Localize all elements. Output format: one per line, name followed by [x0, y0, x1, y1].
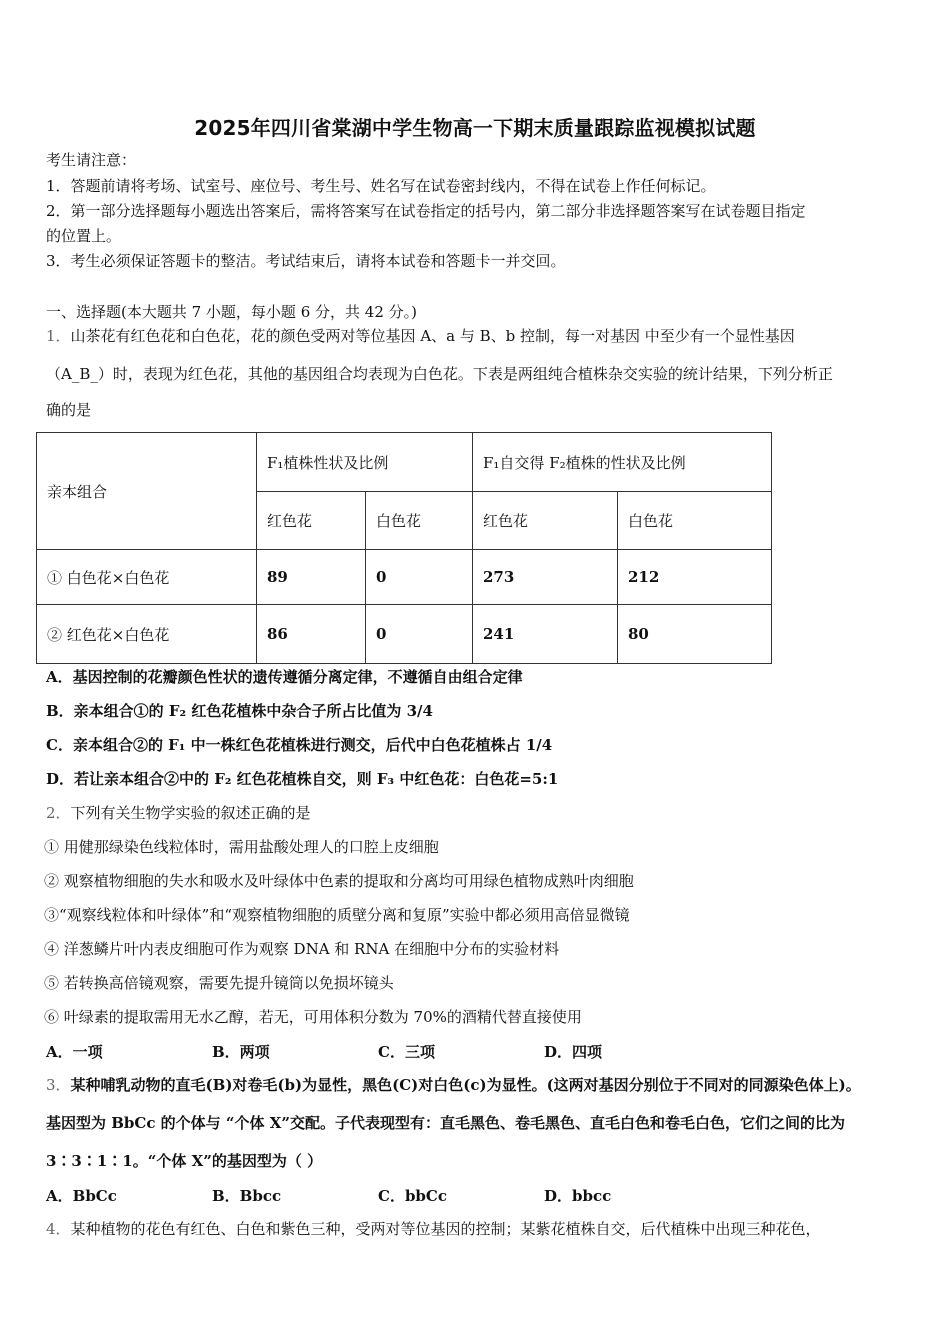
table-cell-label: ① 白色花×白色花: [37, 550, 257, 605]
statement-item: ③“观察线粒体和叶绿体”和“观察植物细胞的质壁分离和复原”实验中都必须用高倍显微镜: [44, 906, 630, 924]
option-c[interactable]: C．bbCc: [378, 1187, 447, 1205]
question-2-options: [46, 1041, 710, 1062]
question-3-line: [46, 1075, 861, 1095]
question-number: 2．: [46, 804, 71, 822]
page-title: 2025年四川省棠湖中学生物高一下期末质量跟踪监视模拟试题: [194, 116, 756, 140]
question-text: 下列有关生物学实验的叙述正确的是: [70, 804, 311, 822]
option-a[interactable]: A．BbCc: [46, 1187, 117, 1205]
question-3-options: [46, 1185, 710, 1206]
table-subheader: 红色花: [473, 492, 618, 550]
table-header-parent: 亲本组合: [37, 433, 257, 550]
option-b[interactable]: B．两项: [212, 1043, 270, 1061]
option-b[interactable]: B．Bbcc: [212, 1187, 282, 1205]
table-cell: 89: [257, 550, 366, 605]
notice-item: 1．答题前请将考场、试室号、座位号、考生号、姓名写在试卷密封线内，不得在试卷上作任何标记。: [46, 177, 716, 195]
notice-item: 2．第一部分选择题每小题选出答案后，需将答案写在试卷指定的括号内，第二部分非选择题答案写在试卷题目指定: [46, 202, 806, 220]
option-d[interactable]: D．四项: [544, 1043, 603, 1061]
section-heading: 一、选择题(本大题共 7 小题，每小题 6 分，共 42 分。): [46, 303, 417, 321]
option-b[interactable]: B．亲本组合①的 F₂ 红色花植株中杂合子所占比值为 3/4: [46, 702, 433, 720]
question-1-line: （A_B_）时，表现为红色花，其他的基因组合均表现为白色花。下表是两组纯合植株杂交实验的统计结果，下列分析正: [46, 365, 833, 383]
table-subheader: 白色花: [618, 492, 772, 550]
question-1-line: [46, 326, 795, 346]
question-text: 山茶花有红色花和白色花，花的颜色受两对等位基因 A、a 与 B、b 控制，每一对基因 中至少有一个显性基因: [70, 327, 795, 345]
table-cell: 80: [618, 605, 772, 664]
table-cell: 0: [366, 550, 473, 605]
table-cell-label: ② 红色花×白色花: [37, 605, 257, 664]
statement-item: ⑤ 若转换高倍镜观察，需要先提升镜筒以免损坏镜头: [44, 974, 394, 992]
question-1-line: 确的是: [46, 401, 92, 419]
option-d[interactable]: D．bbcc: [544, 1187, 612, 1205]
option-a[interactable]: A．基因控制的花瓣颜色性状的遗传遵循分离定律，不遵循自由组合定律: [46, 668, 523, 686]
table-cell: 86: [257, 605, 366, 664]
table-row: [37, 550, 772, 605]
table-cell: 273: [473, 550, 618, 605]
statement-item: ⑥ 叶绿素的提取需用无水乙醇，若无，可用体积分数为 70%的酒精代替直接使用: [44, 1008, 582, 1026]
question-number: 3．: [46, 1076, 71, 1094]
table-subheader: 白色花: [366, 492, 473, 550]
statement-item: ① 用健那绿染色线粒体时，需用盐酸处理人的口腔上皮细胞: [44, 838, 439, 856]
table-subheader: 红色花: [257, 492, 366, 550]
table-cell: 0: [366, 605, 473, 664]
table-cell: 212: [618, 550, 772, 605]
question-3-line: 3∶3∶1∶1。“个体 X”的基因型为（ ）: [46, 1152, 323, 1170]
question-text: 某种哺乳动物的直毛(B)对卷毛(b)为显性，黑色(C)对白色(c)为显性。(这两对基因分别位于不同对的同源染色体上)。: [70, 1076, 861, 1094]
table-row: [37, 605, 772, 664]
statement-item: ④ 洋葱鳞片叶内表皮细胞可作为观察 DNA 和 RNA 在细胞中分布的实验材料: [44, 940, 560, 958]
question-2-line: [46, 803, 311, 823]
question-text: 某种植物的花色有红色、白色和紫色三种，受两对等位基因的控制；某紫花植株自交，后代植株中出现三种花色，: [70, 1220, 821, 1238]
question-3-line: 基因型为 BbCc 的个体与 “个体 X”交配。子代表现型有：直毛黑色、卷毛黑色、直毛白色和卷毛白色，它们之间的比为: [46, 1114, 846, 1132]
option-c[interactable]: C．亲本组合②的 F₁ 中一株红色花植株进行测交，后代中白色花植株占 1/4: [46, 736, 553, 754]
question-4-line: [46, 1219, 821, 1239]
table-header-f2: F₁自交得 F₂植株的性状及比例: [473, 433, 772, 492]
question-number: 1．: [46, 327, 71, 345]
notice-item: 3．考生必须保证答题卡的整洁。考试结束后，请将本试卷和答题卡一并交回。: [46, 252, 566, 270]
option-a[interactable]: A．一项: [46, 1043, 103, 1061]
table-header-f1: F₁植株性状及比例: [257, 433, 473, 492]
question-number: 4．: [46, 1220, 71, 1238]
statement-item: ② 观察植物细胞的失水和吸水及叶绿体中色素的提取和分离均可用绿色植物成熟叶肉细胞: [44, 872, 634, 890]
notice-heading: 考生请注意：: [46, 151, 137, 169]
option-d[interactable]: D．若让亲本组合②中的 F₂ 红色花植株自交，则 F₃ 中红色花：白色花=5:1: [46, 770, 559, 788]
cross-results-table: [36, 432, 772, 664]
notice-item: 的位置上。: [46, 227, 122, 245]
table-cell: 241: [473, 605, 618, 664]
option-c[interactable]: C．三项: [378, 1043, 435, 1061]
